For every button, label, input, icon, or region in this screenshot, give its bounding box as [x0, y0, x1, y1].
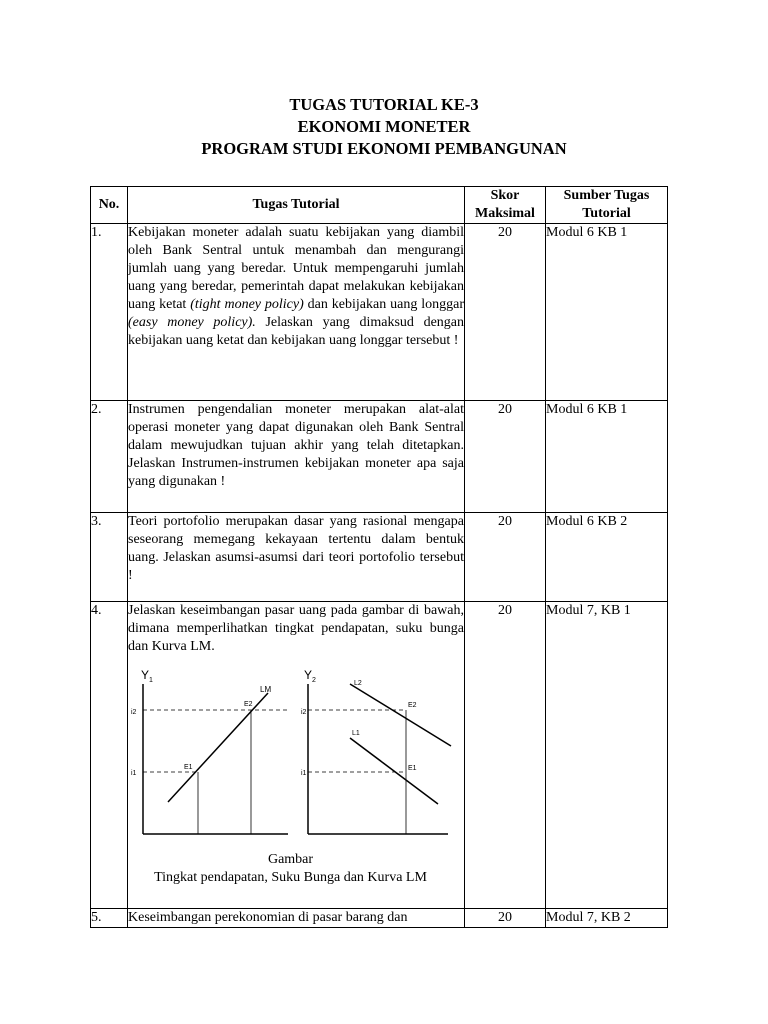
table-row: [91, 224, 668, 401]
right-y-axis-label: $Y_2$: [304, 668, 316, 684]
table-row: [91, 602, 668, 909]
right-panel: [301, 668, 451, 834]
task-source: Modul 7, KB 2: [546, 909, 668, 928]
task-text: Instrumen pengendalian moneter merupakan alat-alat operasi moneter yang dapat digunakan oleh Bank Sentral dalam mewujudkan tujuan akhir yang telah ditetapkan. Jelaskan Instrumen-instrumen kebijakan moneter apa saja yang digunakan !: [128, 401, 465, 513]
task-text-italic: (easy money policy).: [128, 315, 256, 330]
row-number: 5.: [91, 909, 128, 928]
header-score-line-2: Maksimal: [475, 206, 535, 221]
l2-curve-label: L2: [354, 680, 362, 687]
figure-caption: [128, 851, 453, 887]
task-source: Modul 6 KB 1: [546, 401, 668, 513]
max-score: 20: [465, 401, 546, 513]
left-y-axis-label: $Y_1$: [141, 668, 153, 684]
table-row: [91, 513, 668, 602]
assignment-table: [90, 186, 668, 928]
right-e1-label: E1: [408, 765, 417, 772]
left-i2-label: i2: [131, 709, 137, 716]
figure-caption-line-1: Gambar: [267, 852, 314, 867]
task-text-part: Jelaskan yang dimaksud dengan kebijakan uang ketat dan kebijakan uang longgar tersebut !: [128, 315, 464, 348]
l1-curve: [350, 738, 438, 804]
header-source: [546, 187, 668, 224]
left-e1-label: E1: [184, 764, 193, 771]
document-title: [0, 94, 768, 160]
title-line-2: EKONOMI MONETER: [297, 117, 471, 136]
right-e2-label: E2: [408, 702, 417, 709]
task-text-part: dan kebijakan uang longgar: [303, 297, 464, 312]
task-text: Keseimbangan perekonomian di pasar barang dan: [128, 909, 465, 928]
right-i1-label: i1: [301, 770, 307, 777]
left-i1-label: i1: [131, 770, 137, 777]
task-text: [128, 224, 465, 401]
task-text: Teori portofolio merupakan dasar yang rasional mengapa seseorang memegang kekayaan tertentu dalam bentuk uang. Jelaskan asumsi-asumsi dari teori portofolio tersebut !: [128, 513, 465, 602]
max-score: 20: [465, 909, 546, 928]
lm-figure: [128, 664, 453, 894]
header-score: [465, 187, 546, 224]
max-score: 20: [465, 602, 546, 909]
max-score: 20: [465, 513, 546, 602]
title-line-1: TUGAS TUTORIAL KE-3: [289, 95, 479, 114]
l2-curve: [350, 684, 451, 746]
right-i2-label: i2: [301, 709, 307, 716]
task-source: Modul 7, KB 1: [546, 602, 668, 909]
lm-curve-label: LM: [260, 685, 272, 694]
row-number: 3.: [91, 513, 128, 602]
title-line-3: PROGRAM STUDI EKONOMI PEMBANGUNAN: [201, 139, 567, 158]
task-source: Modul 6 KB 2: [546, 513, 668, 602]
header-source-line-1: Sumber Tugas: [563, 188, 650, 203]
task-text-italic: (tight money policy): [190, 297, 304, 312]
task-source: Modul 6 KB 1: [546, 224, 668, 401]
task-text: Jelaskan keseimbangan pasar uang pada gambar di bawah, dimana memperlihatkan tingkat pendapatan, suku bunga dan Kurva LM.: [128, 603, 464, 654]
left-e2-label: E2: [244, 701, 253, 708]
task-text-part: Kebijakan moneter adalah suatu kebijakan yang diambil oleh Bank Sentral untuk menambah dan mengurangi jumlah uang yang beredar. Untuk mempengaruhi jumlah uang yang beredar, pemerintah dapat melakukan kebijakan uang ketat: [128, 225, 464, 312]
header-task: Tugas Tutorial: [128, 187, 465, 224]
header-source-line-2: Tutorial: [582, 206, 631, 221]
task-text-with-figure: [128, 602, 465, 909]
lm-curve: [168, 693, 268, 802]
row-number: 2.: [91, 401, 128, 513]
table-row: [91, 401, 668, 513]
figure-caption-line-2: Tingkat pendapatan, Suku Bunga dan Kurva LM: [154, 870, 427, 885]
table-row: [91, 909, 668, 928]
header-score-line-1: Skor: [490, 188, 520, 203]
left-panel: [131, 668, 290, 834]
lm-diagram: [128, 664, 453, 854]
table-header-row: [91, 187, 668, 224]
row-number: 4.: [91, 602, 128, 909]
l1-curve-label: L1: [352, 730, 360, 737]
row-number: 1.: [91, 224, 128, 401]
max-score: 20: [465, 224, 546, 401]
header-no: No.: [91, 187, 128, 224]
